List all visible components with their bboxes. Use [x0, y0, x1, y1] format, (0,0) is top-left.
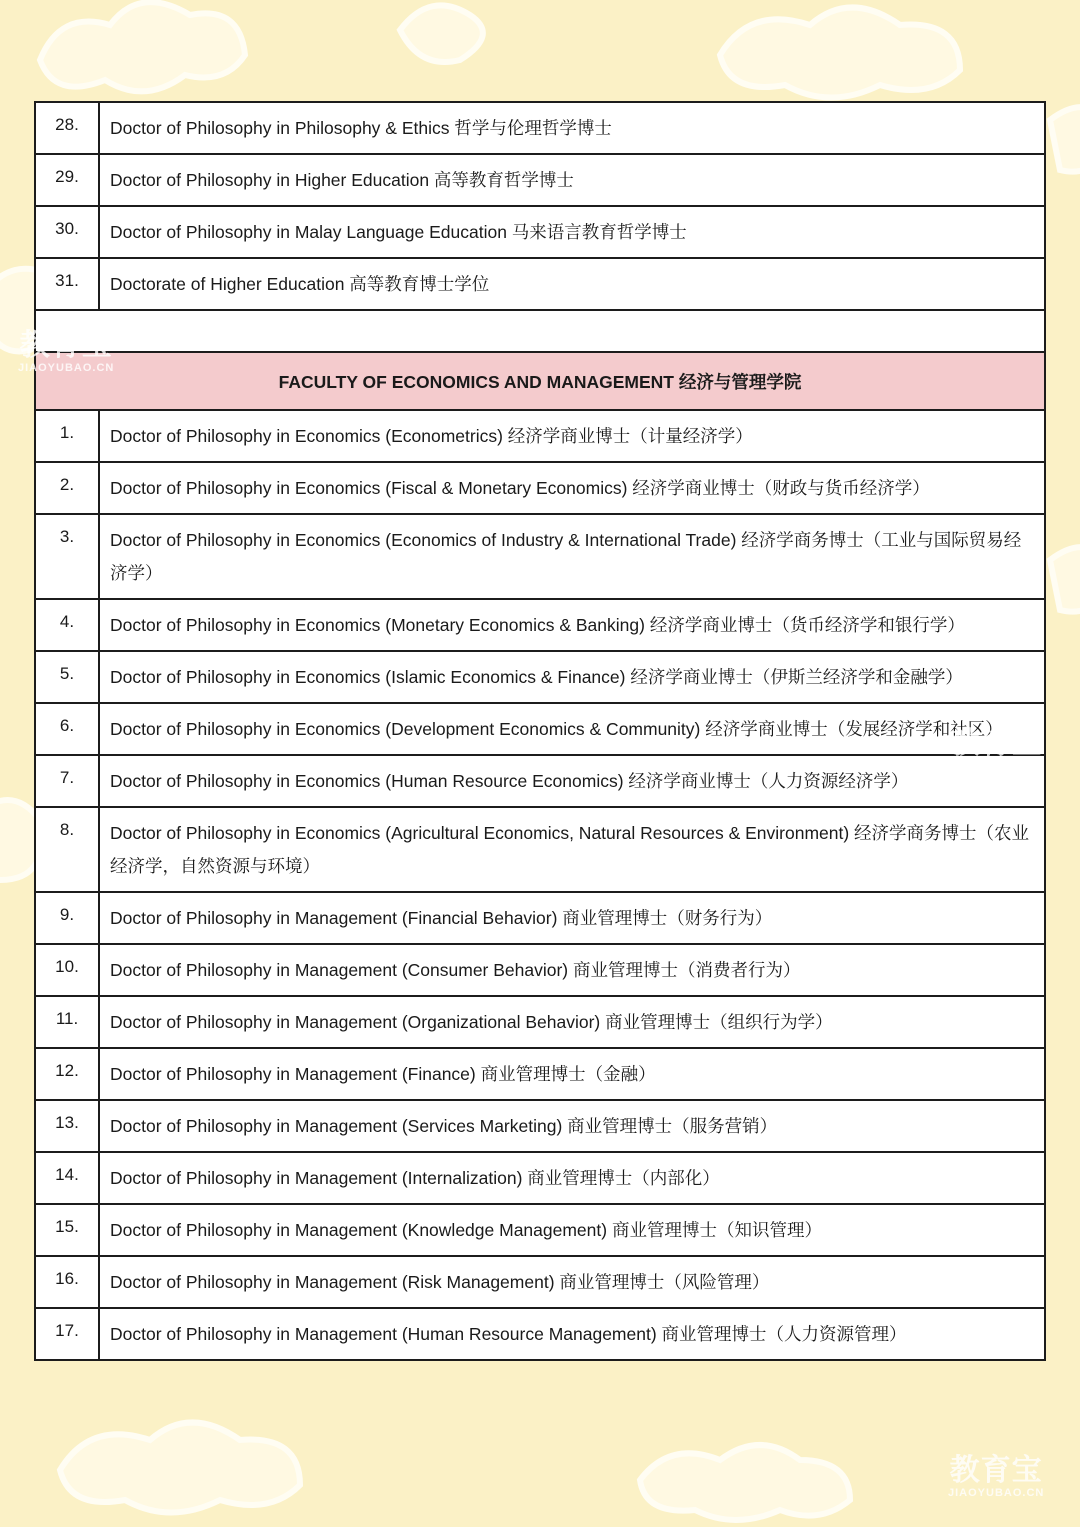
- row-number: 7.: [35, 755, 99, 807]
- row-number: 16.: [35, 1256, 99, 1308]
- row-number: 11.: [35, 996, 99, 1048]
- table-row: [35, 1152, 1045, 1204]
- degree-name: Doctor of Philosophy in Economics (Agricultural Economics, Natural Resources & Environment) 经济学商务博士（农业经济学，自然资源与环境）: [99, 807, 1045, 892]
- degree-name: Doctorate of Higher Education 高等教育博士学位: [99, 258, 1045, 310]
- degree-name: Doctor of Philosophy in Economics (Economics of Industry & International Trade) 经济学商务博士（工业与国际贸易经济学）: [99, 514, 1045, 599]
- row-number: 13.: [35, 1100, 99, 1152]
- table-row: [35, 996, 1045, 1048]
- faculty-header-row: [35, 352, 1045, 410]
- degree-name: Doctor of Philosophy in Malay Language Education 马来语言教育哲学博士: [99, 206, 1045, 258]
- table-row: [35, 258, 1045, 310]
- row-number: 12.: [35, 1048, 99, 1100]
- watermark-domain: JIAOYUBAO.CN: [18, 362, 115, 374]
- table-row: [35, 807, 1045, 892]
- row-number: 1.: [35, 410, 99, 462]
- table-row: [35, 154, 1045, 206]
- table-row: [35, 1100, 1045, 1152]
- degree-table: [34, 101, 1046, 1361]
- row-number: 9.: [35, 892, 99, 944]
- degree-name: Doctor of Philosophy in Management (Knowledge Management) 商业管理博士（知识管理）: [99, 1204, 1045, 1256]
- row-number: 15.: [35, 1204, 99, 1256]
- table-row: [35, 1256, 1045, 1308]
- row-number: 5.: [35, 651, 99, 703]
- row-number: 28.: [35, 102, 99, 154]
- table-row: [35, 410, 1045, 462]
- table-row: [35, 462, 1045, 514]
- row-number: 4.: [35, 599, 99, 651]
- row-number: 6.: [35, 703, 99, 755]
- table-row: [35, 599, 1045, 651]
- degree-name: Doctor of Philosophy in Management (Risk Management) 商业管理博士（风险管理）: [99, 1256, 1045, 1308]
- row-number: 8.: [35, 807, 99, 892]
- degree-name: Doctor of Philosophy in Management (Consumer Behavior) 商业管理博士（消费者行为）: [99, 944, 1045, 996]
- row-number: 31.: [35, 258, 99, 310]
- degree-table-sheet: [34, 101, 1046, 1361]
- degree-name: Doctor of Philosophy in Management (Human Resource Management) 商业管理博士（人力资源管理）: [99, 1308, 1045, 1360]
- degree-name: Doctor of Philosophy in Economics (Fiscal & Monetary Economics) 经济学商业博士（财政与货币经济学）: [99, 462, 1045, 514]
- table-row: [35, 755, 1045, 807]
- degree-name: Doctor of Philosophy in Economics (Monetary Economics & Banking) 经济学商业博士（货币经济学和银行学）: [99, 599, 1045, 651]
- table-row: [35, 102, 1045, 154]
- degree-name: Doctor of Philosophy in Management (Internalization) 商业管理博士（内部化）: [99, 1152, 1045, 1204]
- row-number: 14.: [35, 1152, 99, 1204]
- degree-name: Doctor of Philosophy in Economics (Development Economics & Community) 经济学商业博士（发展经济学和社区）: [99, 703, 1045, 755]
- row-number: 10.: [35, 944, 99, 996]
- faculty-title: FACULTY OF ECONOMICS AND MANAGEMENT 经济与管理学院: [35, 352, 1045, 410]
- table-row: [35, 944, 1045, 996]
- row-number: 3.: [35, 514, 99, 599]
- spacer-row: [35, 310, 1045, 352]
- degree-name: Doctor of Philosophy in Management (Finance) 商业管理博士（金融）: [99, 1048, 1045, 1100]
- watermark-brand: 教育宝: [19, 329, 113, 362]
- row-number: 30.: [35, 206, 99, 258]
- row-number: 29.: [35, 154, 99, 206]
- table-row: [35, 1048, 1045, 1100]
- degree-name: Doctor of Philosophy in Management (Organizational Behavior) 商业管理博士（组织行为学）: [99, 996, 1045, 1048]
- row-number: 2.: [35, 462, 99, 514]
- row-number: 17.: [35, 1308, 99, 1360]
- watermark-domain: JIAOYUBAO.CN: [948, 1487, 1045, 1499]
- table-row: [35, 892, 1045, 944]
- degree-name: Doctor of Philosophy in Philosophy & Ethics 哲学与伦理哲学博士: [99, 102, 1045, 154]
- degree-name: Doctor of Philosophy in Economics (Human Resource Economics) 经济学商业博士（人力资源经济学）: [99, 755, 1045, 807]
- degree-name: Doctor of Philosophy in Management (Financial Behavior) 商业管理博士（财务行为）: [99, 892, 1045, 944]
- table-row: [35, 1308, 1045, 1360]
- degree-name: Doctor of Philosophy in Management (Services Marketing) 商业管理博士（服务营销）: [99, 1100, 1045, 1152]
- degree-name: Doctor of Philosophy in Economics (Islamic Economics & Finance) 经济学商业博士（伊斯兰经济学和金融学）: [99, 651, 1045, 703]
- watermark-domain: JIAOYUBAO.CN: [948, 760, 1045, 772]
- watermark-brand: 教育宝: [949, 1454, 1043, 1487]
- table-row: [35, 651, 1045, 703]
- degree-name: Doctor of Philosophy in Higher Education 高等教育哲学博士: [99, 154, 1045, 206]
- watermark-brand: 教育宝: [949, 727, 1043, 760]
- table-row: [35, 514, 1045, 599]
- table-row: [35, 206, 1045, 258]
- degree-name: Doctor of Philosophy in Economics (Econometrics) 经济学商业博士（计量经济学）: [99, 410, 1045, 462]
- table-row: [35, 703, 1045, 755]
- table-row: [35, 1204, 1045, 1256]
